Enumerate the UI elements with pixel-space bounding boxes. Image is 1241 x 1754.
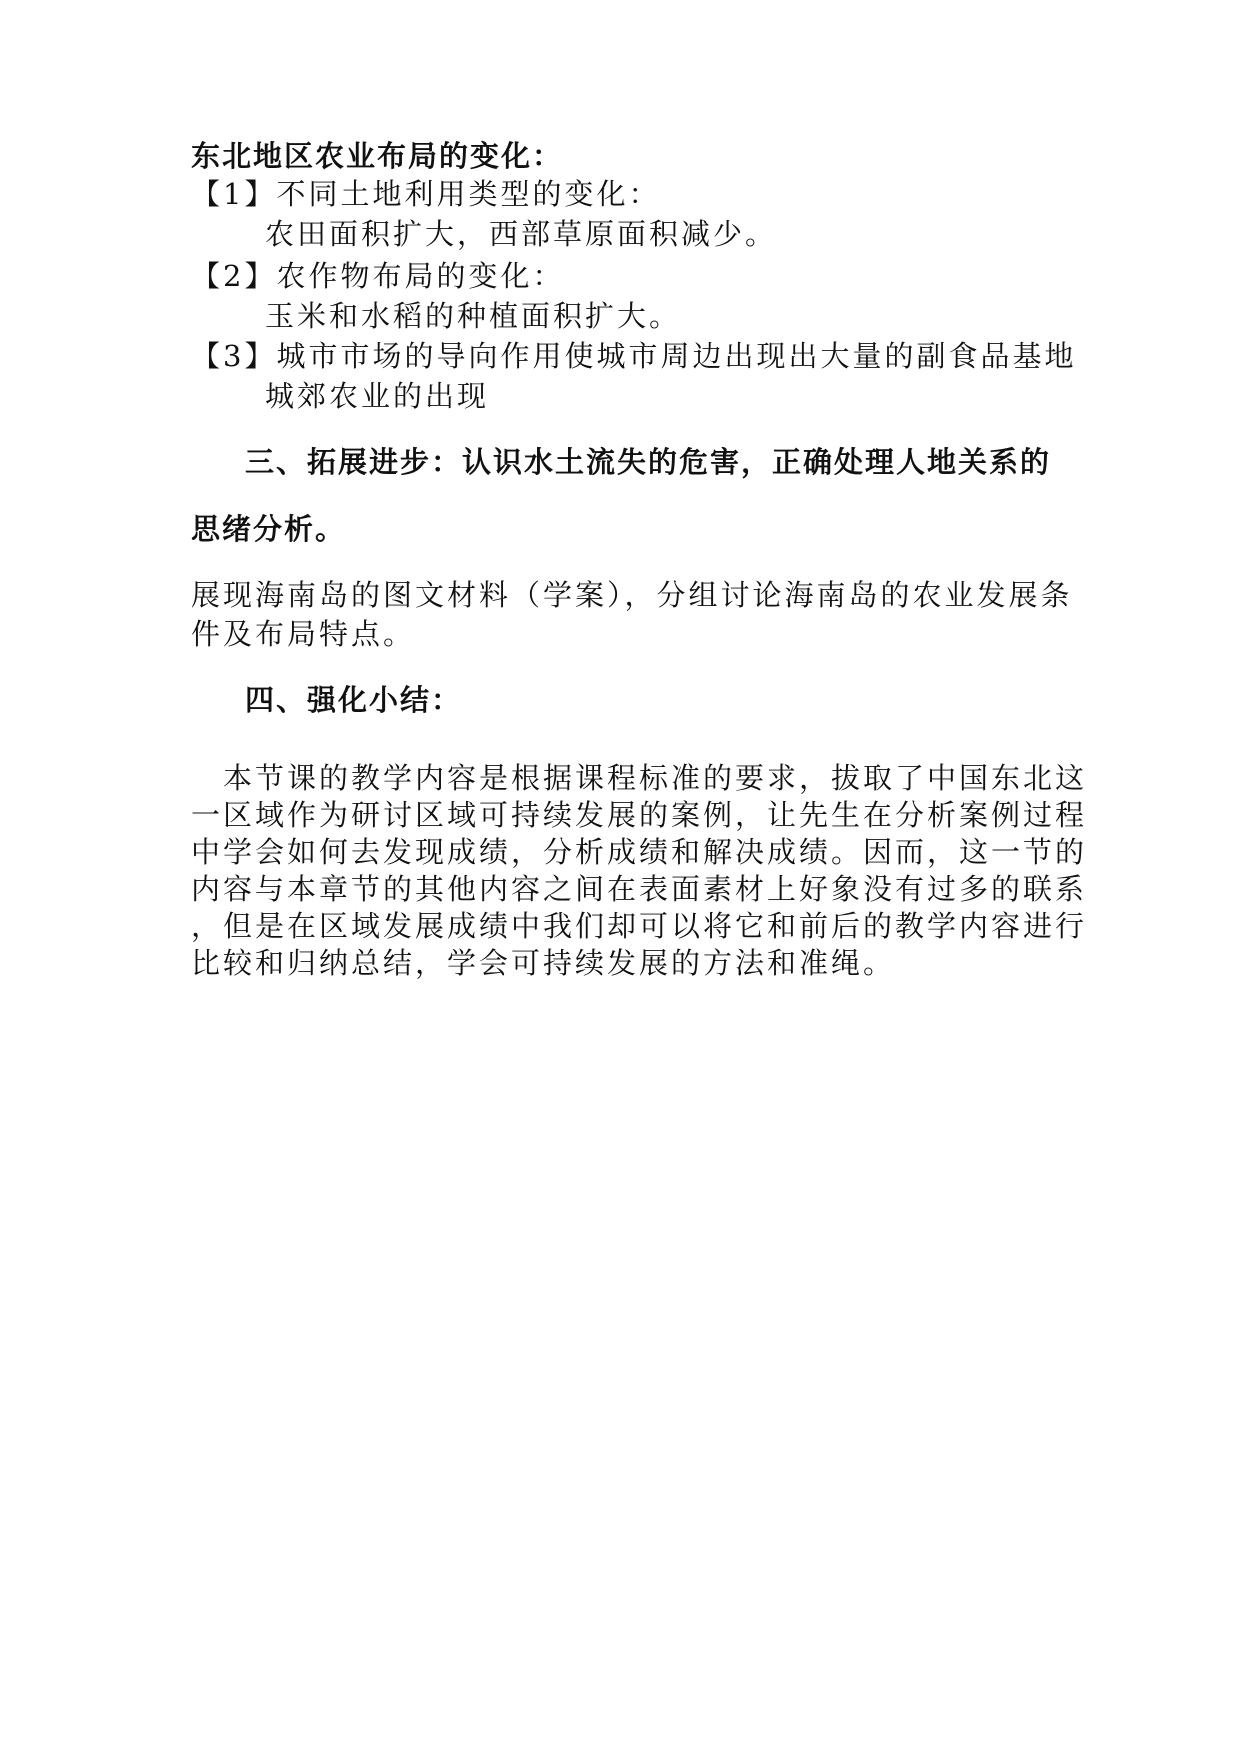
paragraph-1-line-2: 件及布局特点。 <box>191 617 416 651</box>
item-2-label: 【2】农作物布局的变化： <box>191 259 565 293</box>
paragraph-1-line-1: 展现海南岛的图文材料（学案），分组讨论海南岛的农业发展条 <box>191 578 1073 612</box>
summary-line-6: 比较和归纳总结，学会可持续发展的方法和准绳。 <box>191 946 896 980</box>
item-1-label: 【1】不同土地利用类型的变化： <box>191 177 661 211</box>
item-1-detail: 农田面积扩大，西部草原面积减少。 <box>265 217 778 251</box>
heading-3-line-2: 思绪分析。 <box>191 512 347 546</box>
summary-line-2: 一区域作为研讨区域可持续发展的案例，让先生在分析案例过程 <box>191 798 1088 832</box>
summary-line-5: ，但是在区域发展成绩中我们却可以将它和前后的教学内容进行 <box>191 909 1088 943</box>
summary-line-3: 中学会如何去发现成绩，分析成绩和解决成绩。因而，这一节的 <box>191 835 1088 869</box>
heading-4: 四、强化小结： <box>245 683 463 717</box>
item-3-label: 【3】城市市场的导向作用使城市周边出现出大量的副食品基地 <box>191 339 1077 373</box>
item-3-detail: 城郊农业的出现 <box>265 379 490 413</box>
summary-line-4: 内容与本章节的其他内容之间在表面素材上好象没有过多的联系 <box>191 872 1088 906</box>
summary-line-1: 本节课的教学内容是根据课程标准的要求，拔取了中国东北这 <box>191 761 1088 795</box>
heading-3-line-1: 三、拓展进步：认识水土流失的危害，正确处理人地关系的 <box>245 445 1052 479</box>
item-2-detail: 玉米和水稻的种植面积扩大。 <box>265 299 682 333</box>
section-title: 东北地区农业布局的变化： <box>191 139 564 173</box>
